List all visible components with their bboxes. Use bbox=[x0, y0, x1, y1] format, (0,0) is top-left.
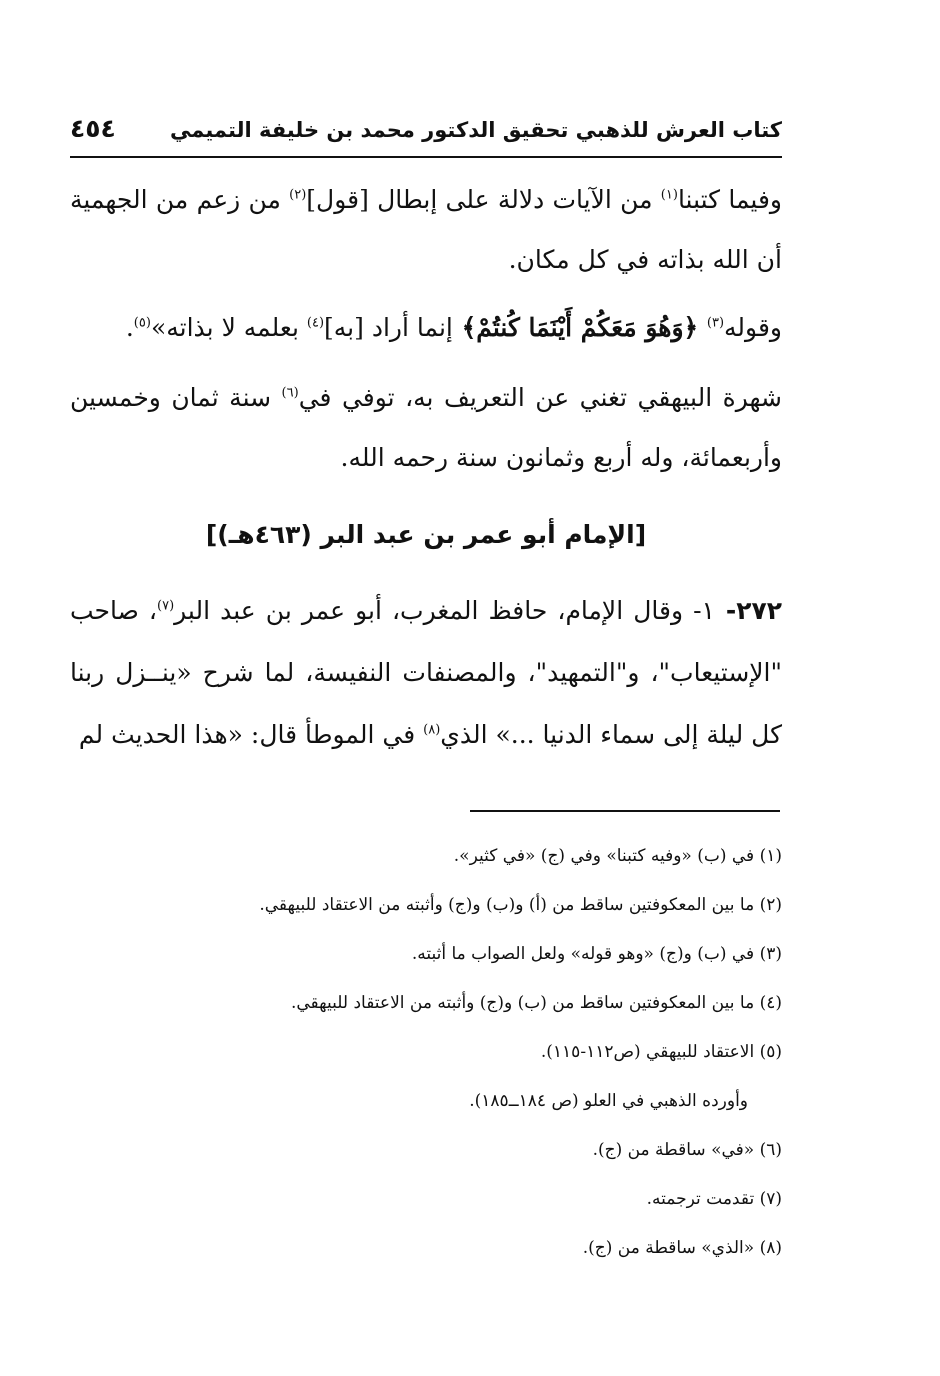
footnote-4: (٤) ما بين المعكوفتين ساقط من (ب) و(ج) وأثبته من الاعتقاد للبيهقي. bbox=[290, 993, 782, 1013]
footnote-ref-7: (٧) bbox=[157, 598, 175, 614]
footnote-ref-1: (١) bbox=[660, 187, 678, 203]
footnote-ref-5: (٥) bbox=[133, 315, 151, 331]
paragraph-4 bbox=[70, 580, 782, 766]
entry-number: ٢٧٢- bbox=[714, 596, 782, 625]
footnote-1: (١) في (ب) «وفيه كتبنا» وفي (ج) «في كثير». bbox=[453, 846, 782, 866]
p1-text-c: من زعم من الجهمية أن الله بذاته في كل مكان. bbox=[70, 185, 782, 274]
footnote-ref-3: (٣) bbox=[706, 315, 725, 331]
p1-text-b: من الآيات دلالة على إبطال [قول] bbox=[306, 185, 661, 214]
p2-text-b: إنما أراد [به] bbox=[324, 313, 453, 342]
footnote-ref-6: (٦) bbox=[281, 385, 299, 401]
footnote-separator bbox=[470, 810, 780, 812]
header-title: كتاب العرش للذهبي تحقيق الدكتور محمد بن خليفة التميمي bbox=[170, 118, 782, 142]
footnote-6: (٦) «في» ساقطة من (ج). bbox=[592, 1140, 782, 1160]
p1-text-a: وفيما كتبنا bbox=[677, 185, 782, 214]
footnote-ref-8: (٨) bbox=[423, 722, 441, 738]
page-number: ٤٥٤ bbox=[70, 114, 116, 143]
footnote-3: (٣) في (ب) و(ج) «وهو قوله» ولعل الصواب ما أثبته. bbox=[411, 944, 782, 964]
p2-text-d: . bbox=[125, 313, 134, 342]
paragraph-2 bbox=[70, 298, 782, 358]
quran-verse: ﴿وَهُوَ مَعَكُمْ أَيْنَمَا كُنتُمْ﴾ bbox=[452, 313, 707, 342]
footnote-7: (٧) تقدمت ترجمته. bbox=[646, 1189, 782, 1209]
running-header bbox=[70, 108, 782, 158]
p4-text-a: ١- وقال الإمام، حافظ المغرب، أبو عمر بن عبد البر bbox=[174, 596, 715, 625]
footnote-5: (٥) الاعتقاد للبيهقي (ص١١٢-١١٥). bbox=[540, 1042, 782, 1062]
footnotes-list bbox=[82, 840, 782, 1281]
footnote-8: (٨) «الذي» ساقطة من (ج). bbox=[582, 1238, 782, 1258]
paragraph-3 bbox=[70, 368, 782, 488]
p3-text-a: شهرة البيهقي تغني عن التعريف به، توفي في bbox=[298, 383, 782, 412]
footnote-2: (٢) ما بين المعكوفتين ساقط من (أ) و(ب) و(ج) وأثبته من الاعتقاد للبيهقي. bbox=[259, 895, 782, 915]
paragraph-1 bbox=[70, 170, 782, 290]
p2-text-a: وقوله bbox=[724, 313, 782, 342]
footnote-ref-2: (٢) bbox=[289, 187, 307, 203]
section-heading: [الإمام أبو عمر بن عبد البر (٤٦٣هـ)] bbox=[205, 520, 647, 549]
p2-text-c: بعلمه لا بذاته» bbox=[150, 313, 307, 342]
p3-text-b: سنة ثمان وخمسين وأربعمائة، وله أربع وثمانون سنة رحمه الله. bbox=[70, 383, 782, 472]
p4-text-c: في الموطأ قال: «هذا الحديث لم bbox=[78, 720, 424, 749]
footnote-5-continued: وأورده الذهبي في العلو (ص ١٨٤ــ١٨٥). bbox=[469, 1091, 748, 1111]
footnote-ref-4: (٤) bbox=[306, 315, 325, 331]
p4-text-b: ، صاحب "الإستيعاب"، و"التمهيد"، والمصنفات النفيسة، لما شرح «ينــزل ربنا كل ليلة إلى سماء الدنيا ...» الذي bbox=[70, 596, 782, 749]
